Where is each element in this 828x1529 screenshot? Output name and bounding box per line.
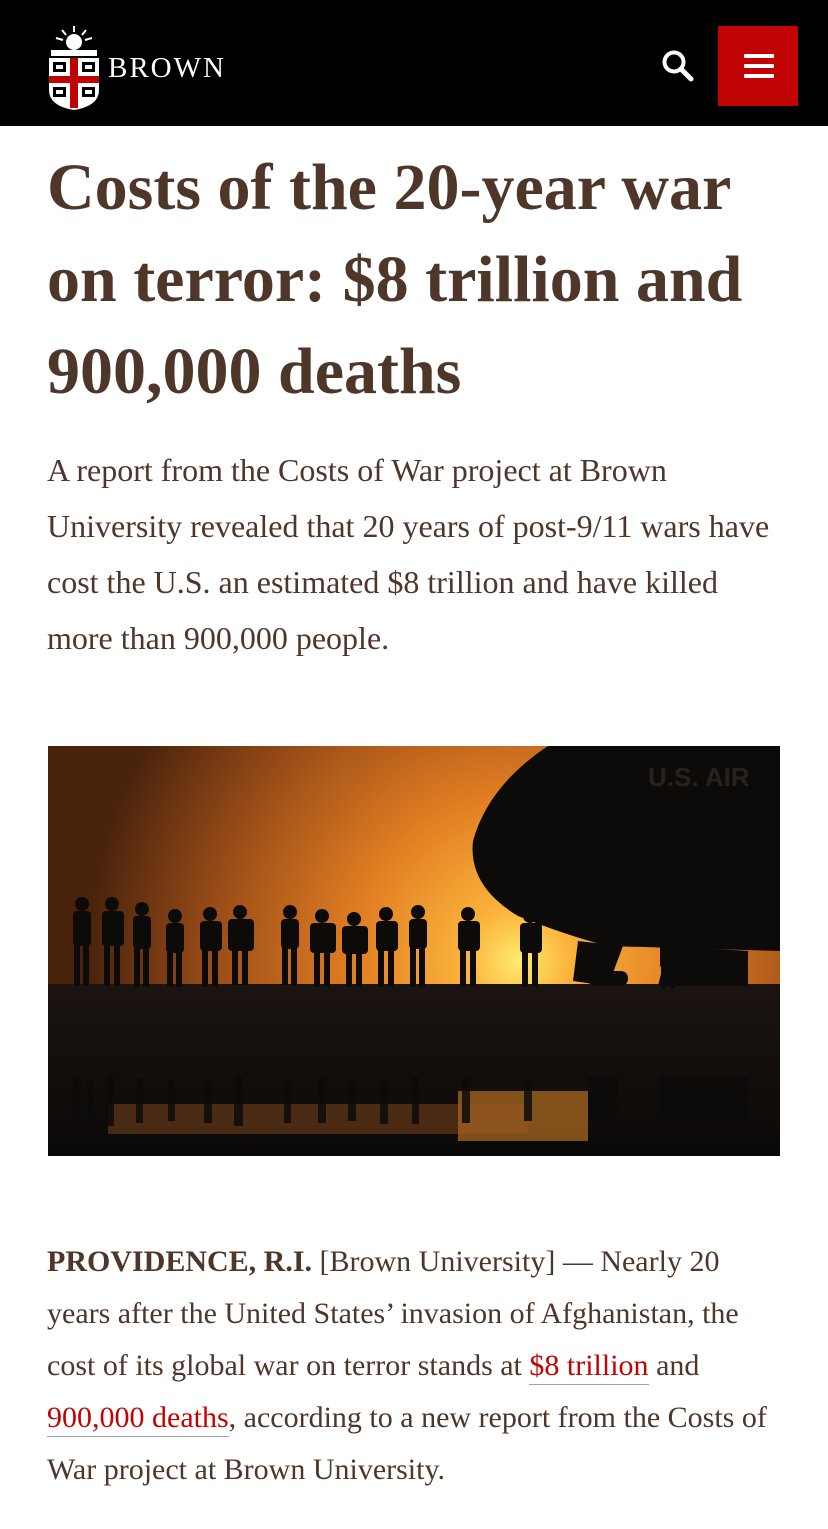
dateline: PROVIDENCE, R.I. <box>47 1245 313 1278</box>
menu-button[interactable] <box>718 26 798 106</box>
site-header <box>0 0 828 126</box>
deaths-link[interactable]: 900,000 deaths <box>47 1401 229 1437</box>
search-button[interactable] <box>656 44 702 90</box>
soldiers-silhouette-photo <box>48 746 780 1156</box>
article-title: Costs of the 20-year war on terror: $8 trillion and 900,000 deaths <box>47 151 743 408</box>
brown-shield-logo-icon[interactable] <box>47 24 101 110</box>
hamburger-menu-icon <box>744 54 774 58</box>
article-body-paragraph: PROVIDENCE, R.I. [Brown University] — Nearly 20 years after the United States’ invasion of Afghanistan, the cost of its global war on terror stands at $8 trillion and 900,000 deaths, according to a new report from the Costs of War project at Brown University. <box>47 1245 767 1486</box>
article-lede: A report from the Costs of War project at Brown University revealed that 20 years of post-9/11 wars have cost the U.S. an estimated $8 trillion and have killed more than 900,000 people. <box>47 452 770 656</box>
search-icon <box>656 44 702 90</box>
plane-marking: U.S. AIR <box>648 762 750 792</box>
source-attribution: [Brown University] <box>319 1245 556 1278</box>
hero-image <box>48 746 780 1156</box>
trillion-link[interactable]: $8 trillion <box>529 1349 648 1385</box>
brown-wordmark[interactable]: BROWN <box>108 52 226 84</box>
